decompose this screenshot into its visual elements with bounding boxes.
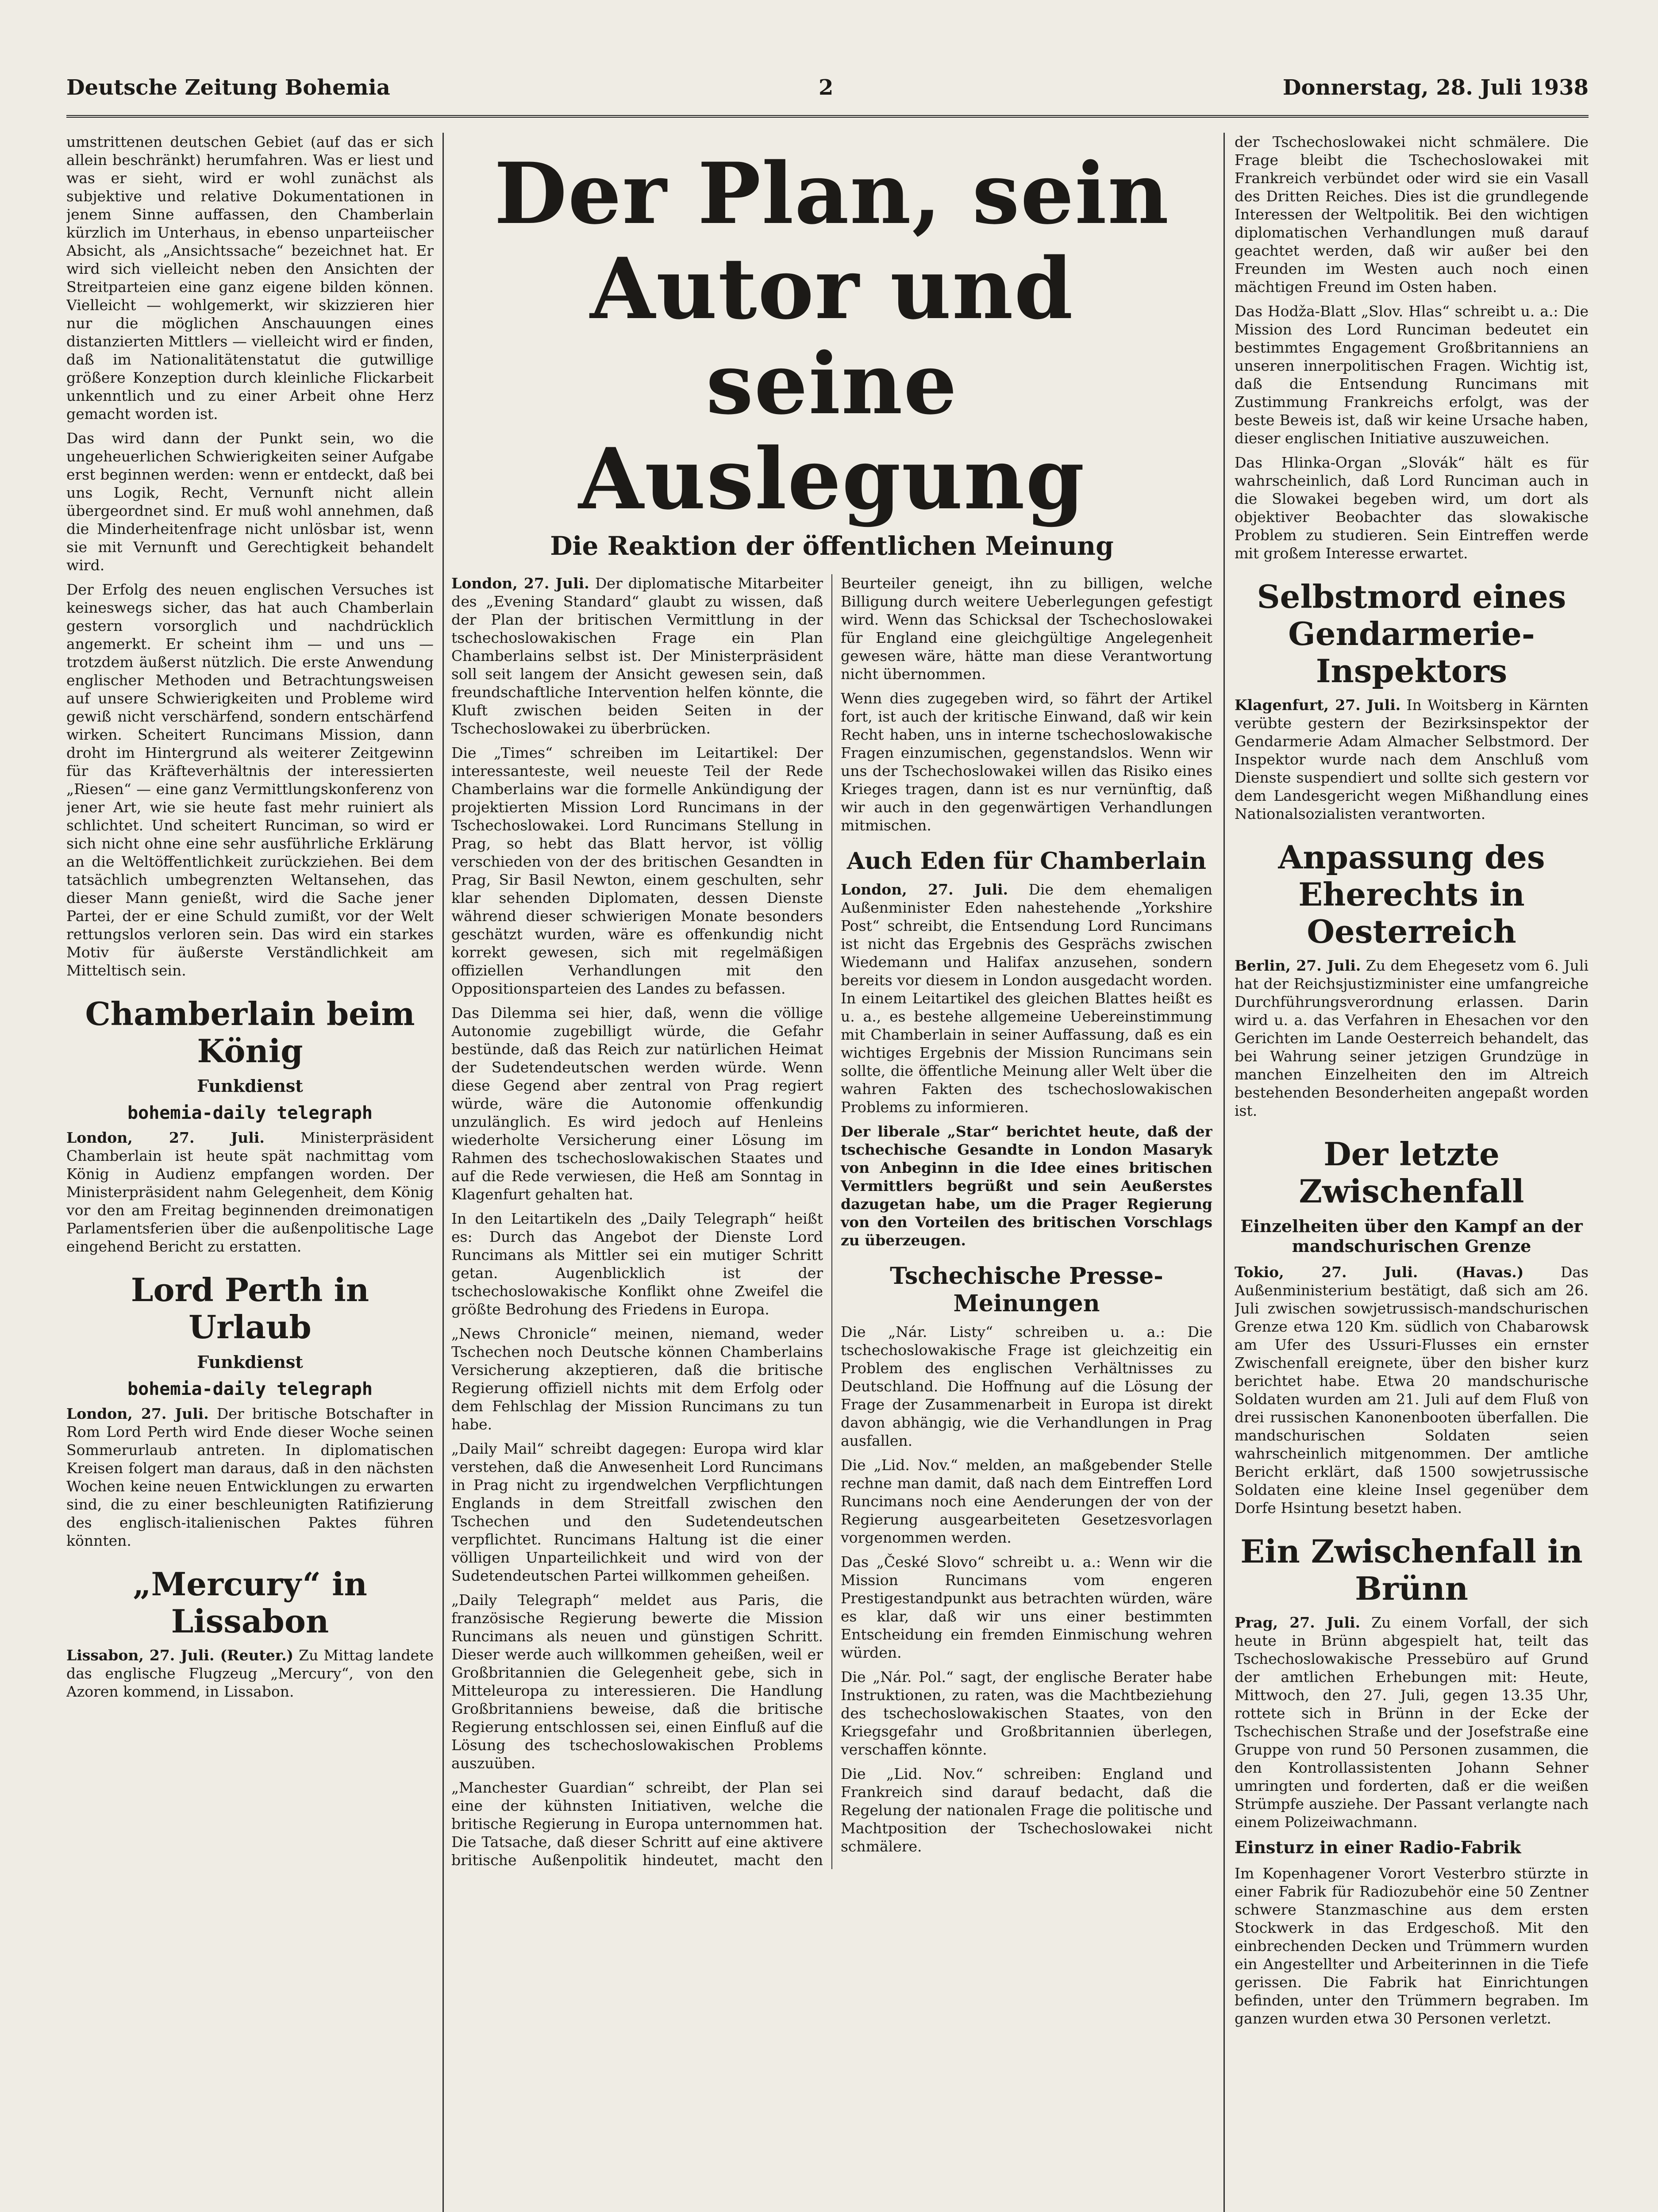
article-text: In Woitsberg in Kärnten verübte gestern der Bezirksinspektor der Gendarmerie Adam Almacher Selbstmord. Der Inspektor wurde nach dem Anschluß vom Dienste suspendiert und sollte sich gestern vor dem Landesgericht wegen Mißhandlung eines Nationalsozialisten verantworten. — [1235, 696, 1589, 822]
headline-zwischenfall: Der letzte Zwischenfall — [1299, 1135, 1524, 1210]
article-paragraph: In den Leitartikeln des „Daily Telegraph“ heißt es: Durch das Angebot der Dienste Lord Runcimans als Mittler sei ein mutiger Schritt getan. Augenblicklich ist der tschechoslowakische Konflikt ohne Zweifel die größte Bedrohung des Friedens in Europa. — [451, 1210, 823, 1318]
article-paragraph: der Tschechoslowakei nicht schmälere. Die Frage bleibt die Tschechoslowakei mit Frankreich verbündet oder wird sie ein Vasall des Dritten Reiches. Dies ist die grundlegende Interessen der Weltpolitik. Bei den wichtigen diplomatischen Verhandlungen muß darauf geachtet werden, daß wir außer bei den Freunden im Westen auch noch einen mächtigen Freund im Osten haben. — [1235, 133, 1589, 296]
article-paragraph: Das „České Slovo“ schreibt u. a.: Wenn wir die Mission Runcimans vom engeren Prestigestandpunkt aus betrachten würden, wäre es klar, daß wir uns einer bestimmten Entscheidung ein fremden Einmischung wehren würden. — [841, 1553, 1212, 1661]
article-paragraph: Die „Lid. Nov.“ melden, an maßgebender Stelle rechne man damit, daß nach dem Eintreffen Lord Runcimans noch eine Aenderungen der von der Regierung ausgearbeiteten Gesetzesvorlagen vorgenommen werden. — [841, 1456, 1212, 1546]
article-paragraph: Im Kopenhagener Vorort Vesterbro stürzte in einer Fabrik für Radiozubehör eine 50 Zentner schwere Stanzmaschine aus dem ersten Stockwerk in das Erdgeschoß. Mit den einbrechenden Decken und Trümmern wurden ein Angestellter und Arbeiterinnen in die Tiefe gerissen. Die Fabrik hat Einrichtungen befinden, unter den Trümmern begraben. Im ganzen wurden etwa 30 Personen verletzt. — [1235, 1865, 1589, 2027]
column-rule — [1223, 133, 1225, 2212]
paper-name: Deutsche Zeitung Bohemia — [66, 75, 390, 100]
article-paragraph: Die „Lid. Nov.“ schreiben: England und Frankreich sind darauf bedacht, daß die Regelung der nationalen Frage die politische und Machtposition der Tschechoslowakei nicht schmälere. — [841, 1765, 1212, 1855]
article-paragraph — [66, 1646, 434, 1701]
article-paragraph — [1235, 1613, 1589, 1831]
article-paragraph: Das Dilemma sei hier, daß, wenn die völlige Autonomie zugebilligt würde, die Gefahr bestünde, daß das Reich zur natürlichen Heimat der Sudetendeutschen werden würde. Wenn diese Gegend aber zentral von Prag regiert würde, wäre die Autonomie offenkundig unzulänglich. Es wird jedoch auf Henleins wiederholte Versicherung einer Lösung im Rahmen des tschechoslowakischen Staates und auf die Rede verwiesen, die Heß am Sonntag in Klagenfurt gehalten hat. — [451, 1004, 823, 1203]
article-paragraph — [66, 1129, 434, 1256]
article-paragraph-bold: Der liberale „Star“ berichtet heute, daß der tschechische Gesandte in London Masaryk von Anbeginn in die Idee eines britischen Vermittlers begrüßt und sein Aeußerstes dazugetan habe, um die Prager Regierung von den Vorteilen des britischen Vorschlags zu überzeugen. — [841, 1123, 1212, 1249]
article-paragraph — [1235, 696, 1589, 823]
article-text: Zu Mittag landete das englische Flugzeug „Mercury“, von den Azoren kommend, in Lissabon. — [66, 1647, 434, 1700]
dateline: Klagenfurt, 27. Juli. — [1235, 696, 1401, 714]
headline-bruenn: Ein Zwischenfall in Brünn — [1240, 1532, 1583, 1607]
article-paragraph: „News Chronicle“ meinen, niemand, weder Tschechen noch Deutsche können Chamberlains Versicherung akzeptieren, daß die britische Regierung offiziell nichts mit dem Erfolg oder dem Fehlschlag der Mission Runcimans zu tun habe. — [451, 1325, 823, 1433]
funkdienst-label: Funkdienst — [197, 1076, 303, 1096]
main-headline: Der Plan, sein Autor und seine Auslegung — [494, 144, 1170, 528]
article-paragraph: „Daily Mail“ schreibt dagegen: Europa wird klar verstehen, daß die Anwesenheit Lord Runcimans in Prag nicht zu irgendwelchen Verpflichtungen Englands in dem Streitfall zwischen den Tschechen und den Sudetendeutschen verpflichtet. Runcimans Haltung ist die einer völligen Unparteilichkeit und wird von der Sudetendeutschen Partei willkommen geheißen. — [451, 1440, 823, 1584]
article-paragraph: Das wird dann der Punkt sein, wo die ungeheuerlichen Schwierigkeiten seiner Aufgabe erst beginnen werden: wenn er entdeckt, daß bei uns Logik, Recht, Vernunft nicht allein übergeordnet sind. Er muß wohl annehmen, daß die Minderheitenfrage nicht unlösbar ist, wenn sie mit Vernunft und Gerechtigkeit behandelt wird. — [66, 430, 434, 574]
masthead — [66, 66, 1589, 118]
dateline: Lissabon, 27. Juli. (Reuter.) — [66, 1647, 294, 1664]
article-paragraph: Die „Nár. Listy“ schreiben u. a.: Die tschechoslowakische Frage ist gleichzeitig ein Problem des englischen Verhältnisses zu Deutschland. Die Hoffnung auf die Lösung der Frage der Zusammenarbeit in Europa ist direkt davon abhängig, wie die Verhandlungen in Prag ausfallen. — [841, 1323, 1212, 1449]
article-paragraph: Das Hodža-Blatt „Slov. Hlas“ schreibt u. a.: Die Mission des Lord Runciman bedeutet ein bestimmtes Engagement Großbritanniens an unseren innerpolitischen Fragen. Wichtig ist, daß die Entsendung Runcimans mit Zustimmung Frankreichs erfolgt, was der beste Beweis ist, daß wir keine Ursache haben, dieser englischen Initiative auszuweichen. — [1235, 303, 1589, 447]
article-text: Die dem ehemaligen Außenminister Eden nahestehende „Yorkshire Post“ schreibt, die Entsendung Lord Runcimans ist nicht das Ergebnis des Gesprächs zwischen Wiedemann und Halifax anzusehen, sondern bereits vor diesem in London ausgedacht worden. In einem Leitartikel des gleichen Blattes heißt es u. a., es bestehe allgemeine Uebereinstimmung mit Chamberlain in seiner Auffassung, daß es ein wichtiges Ergebnis der Mission Runcimans sein sollte, die öffentliche Meinung aller Welt über die wahren Fakten des tschechoslowakischen Problems zu informieren. — [841, 881, 1212, 1116]
column-rule — [442, 133, 444, 2212]
headline-eden: Auch Eden für Chamberlain — [846, 848, 1207, 875]
dateline: London, 27. Juli. — [66, 1405, 209, 1422]
headline-selbstmord: Selbstmord eines Gendarmerie-Inspektors — [1257, 578, 1566, 690]
dateline: London, 27. Juli. — [66, 1129, 265, 1146]
dateline: London, 27. Juli. — [841, 881, 1008, 898]
main-article — [451, 133, 1212, 2212]
funkdienst-label: Funkdienst — [197, 1352, 303, 1372]
article-paragraph: umstrittenen deutschen Gebiet (auf das er sich allein beschränkt) herumfahren. Was er liest und was er sieht, wird er wohl zunächst als subjektive und relative Dokumentationen in jenem Sinne auffassen, den Chamberlain kürzlich im Unterhaus, in ebenso unparteiischer Absicht, als „Ansichtssache“ bezeichnet hat. Er wird sich vielleicht neben den Ansichten der Streitparteien eine ganz eigene bilden können. Vielleicht — wohlgemerkt, wir skizzieren hier nur die möglichen Anschauungen eines distanzierten Mittlers — vielleicht wird er finden, daß im Nationalitätenstatut die gutwillige größere Konzeption durch kleinliche Flickarbeit unkenntlich und zu einer Arbeit ohne Herz gemacht worden ist. — [66, 133, 434, 422]
agency-label: bohemia-daily telegraph — [127, 1103, 373, 1123]
article-paragraph — [1235, 956, 1589, 1120]
article-text: Zu einem Vorfall, der sich heute in Brünn abgespielt hat, teilt das Tschechoslowakische Pressebüro auf Grund der amtlichen Erhebungen mit: Heute, Mittwoch, den 27. Juli, gegen 13.35 Uhr, rottete sich in Brünn in der Ecke der Tschechischen Straße und der Josefstraße eine Gruppe von rund 50 Personen zusammen, die den Kontrollassistenten Johann Sehner umringten und forderten, daß er die weißen Strümpfe ausziehe. Der Passant verlangte nach einem Polizeiwachmann. — [1235, 1614, 1589, 1831]
article-text: Der diplomatische Mitarbeiter des „Evening Standard“ glaubt zu wissen, daß der Plan der britischen Vermittlung in der tschechoslowakischen Frage ein Plan Chamberlains selbst ist. Der Ministerpräsident soll seit langem der Ansicht gewesen sein, daß freundschaftliche Intervention helfen könnte, die Kluft zwischen beiden Seiten in der Tschechoslowakei zu überbrücken. — [451, 575, 823, 737]
article-paragraph — [66, 1405, 434, 1550]
left-column — [66, 133, 434, 2212]
headline-koenig: Chamberlain beim König — [85, 995, 415, 1070]
page-number: 2 — [819, 75, 834, 100]
headline-perth: Lord Perth in Urlaub — [131, 1271, 369, 1346]
article-paragraph: „Manchester Guardian“ schreibt, der Plan sei eine der kühnsten Initiativen, welche die britische Regierung in Europa unternommen hat. Die Tatsache, daß dieser Schritt auf eine aktivere britische Außenpolitik hindeutet, macht den Beurteiler geneigt, ihn zu billigen, welche Billigung durch weitere Ueberlegungen gefestigt wird. Wenn das Schicksal der Tschechoslowakei für England eine gleichgültige Angelegenheit gewesen wäre, hätte man diese Verantwortung nicht übernommen. — [451, 575, 1212, 1869]
article-paragraph: Wenn dies zugegeben wird, so fährt der Artikel fort, ist auch der kritische Einwand, daß wir kein Recht haben, uns in interne tschechoslowakische Fragen einzumischen, gegenstandslos. Wenn wir uns der Tschechoslowakei willen das Risiko eines Krieges tragen, dann ist es nur vernünftig, daß wir auch in den gegenwärtigen Verhandlungen mitmischen. — [841, 690, 1212, 834]
dateline: Prag, 27. Juli. — [1235, 1614, 1361, 1631]
headline-eherecht: Anpassung des Eherechts in Oesterreich — [1278, 838, 1545, 950]
dateline: Berlin, 27. Juli. — [1235, 957, 1361, 974]
article-text: Das Außenministerium bestätigt, daß sich am 26. Juli zwischen sowjetrussisch-mandschurischen Grenze etwa 120 Km. südlich von Chabarowsk am Ufer des Ussuri-Flusses ein ernster Zwischenfall ereignete, über den bisher kurz berichtet habe. Etwa 20 mandschurische Soldaten wurden am 21. Juli auf dem Fluß von drei russischen Kanonenbooten überfallen. Die mandschurischen Soldaten seien wahrscheinlich mitgenommen. Der amtliche Bericht erklärt, daß 1500 sowjetrussische Soldaten eine kleine Insel gegenüber dem Dorfe Hsintung besetzt haben. — [1235, 1263, 1589, 1517]
article-paragraph — [1235, 1263, 1589, 1517]
subheadline-zwischenfall: Einzelheiten über den Kampf an der mandschurischen Grenze — [1240, 1216, 1583, 1256]
headline-presse: Tschechische Presse-Meinungen — [890, 1263, 1163, 1317]
headline-mercury: „Mercury“ in Lissabon — [133, 1565, 367, 1640]
main-article-body — [451, 574, 1212, 1869]
article-paragraph: Der Erfolg des neuen englischen Versuches ist keineswegs sicher, das hat auch Chamberlain gestern vorsorglich und nachdrücklich angemerkt. Er scheint ihm — und uns — trotzdem äußerst nützlich. Die erste Anwendung englischer Methoden und Betrachtungsweisen auf unsere Schwierigkeiten und Probleme wird gewiß nicht verschärfend, sondern entschärfend wirken. Scheitert Runcimans Mission, dann droht im Hintergrund als weiterer Zeitgewinn für das Kräfteverhältnis der interessierten „Riesen“ — eine ganz Vermittlungskonferenz von jener Art, wie sie heute fast mehr ruiniert als schlichtet. Und scheitert Runciman, so wird er sich nicht ohne eine sehr ausführliche Erklärung an die Weltöffentlichkeit zurückziehen. Bei dem tatsächlich umbegrenzten Weltansehen, das dieser Mann genießt, wird die Sache jener Partei, der er eine Schuld zumißt, vor der Welt rettungslos verloren sein. Das wird ein starkes Motiv für äußerste Verständlichkeit am Mitteltisch sein. — [66, 581, 434, 979]
article-paragraph: „Daily Telegraph“ meldet aus Paris, die französische Regierung bewerte die Mission Runcimans als neuen und günstigen Schritt. Dieser werde auch willkommen geheißen, weil er Großbritannien die Gelegenheit gebe, sich in Mitteleuropa zu interessieren. Die Handlung Großbritanniens beweise, daß die britische Regierung entschlossen sei, einen Einfluß auf die Lösung des tschechoslowakischen Problems auszuüben. — [451, 1591, 823, 1772]
article-text: Ministerpräsident Chamberlain ist heute spät nachmittag vom König in Audienz empfangen worden. Der Ministerpräsident nahm Gelegenheit, dem König vor den am Freitag beginnenden dreimonatigen Parlamentsferien über die außenpolitische Lage eingehend Bericht zu erstatten. — [66, 1129, 434, 1255]
dateline: Tokio, 27. Juli. (Havas.) — [1235, 1263, 1524, 1281]
article-paragraph — [451, 574, 823, 737]
right-column — [1235, 133, 1589, 2212]
newspaper-page — [66, 66, 1589, 2212]
main-subheadline: Die Reaktion der öffentlichen Meinung — [550, 531, 1114, 561]
agency-label: bohemia-daily telegraph — [127, 1379, 373, 1399]
issue-date: Donnerstag, 28. Juli 1938 — [1282, 75, 1589, 100]
article-paragraph — [841, 880, 1212, 1116]
article-paragraph: Das Hlinka-Organ „Slovák“ hält es für wahrscheinlich, daß Lord Runciman auch in die Slowakei begeben wird, um dort als objektiver Beobachter das slowakische Problem zu studieren. Sein Eintreffen werde mit großem Interesse erwartet. — [1235, 454, 1589, 562]
article-paragraph: Die „Nár. Pol.“ sagt, der englische Berater habe Instruktionen, zu raten, was die Machtbeziehung des tschechoslowakischen Staates, von den Kriegsgefahr und Großbritannien überlegen, verschaffen könnte. — [841, 1668, 1212, 1758]
article-paragraph: Die „Times“ schreiben im Leitartikel: Der interessanteste, weil neueste Teil der Rede Chamberlains war die formelle Ankündigung der projektierten Mission Lord Runcimans in der Tschechoslowakei. Lord Runcimans Stellung in Prag, so hebt das Blatt hervor, ist völlig verschieden von der des britischen Gesandten in Prag, Sir Basil Newton, einem geschulten, sehr klar sehenden Diplomaten, dessen Dienste während dieser schwierigen Monate besonders geschätzt wurden, wäre es offenkundig nicht korrekt gewesen, sich mit regelmäßigen offiziellen Verhandlungen mit den Oppositionsparteien des Landes zu befassen. — [451, 744, 823, 997]
article-text: Der britische Botschafter in Rom Lord Perth wird Ende dieser Woche seinen Sommerurlaub antreten. In diplomatischen Kreisen folgert man daraus, daß in den nächsten Wochen keine neuen Entwicklungen zu erwarten sind, die zu einer beschleunigten Ratifizierung des englisch-italienischen Paktes führen könnten. — [66, 1405, 434, 1549]
article-text: Zu dem Ehegesetz vom 6. Juli hat der Reichsjustizminister eine umfangreiche Durchführungsverordnung erlassen. Darin wird u. a. das Verfahren in Ehesachen vor den Gerichten im Lande Oesterreich behandelt, das bei Wahrung seiner jetzigen Grundzüge in manchen Einzelheiten den im Altreich bestehenden Besonderheiten angepaßt worden ist. — [1235, 957, 1589, 1119]
headline-radio: Einsturz in einer Radio-Fabrik — [1235, 1837, 1521, 1857]
dateline: London, 27. Juli. — [451, 575, 589, 592]
